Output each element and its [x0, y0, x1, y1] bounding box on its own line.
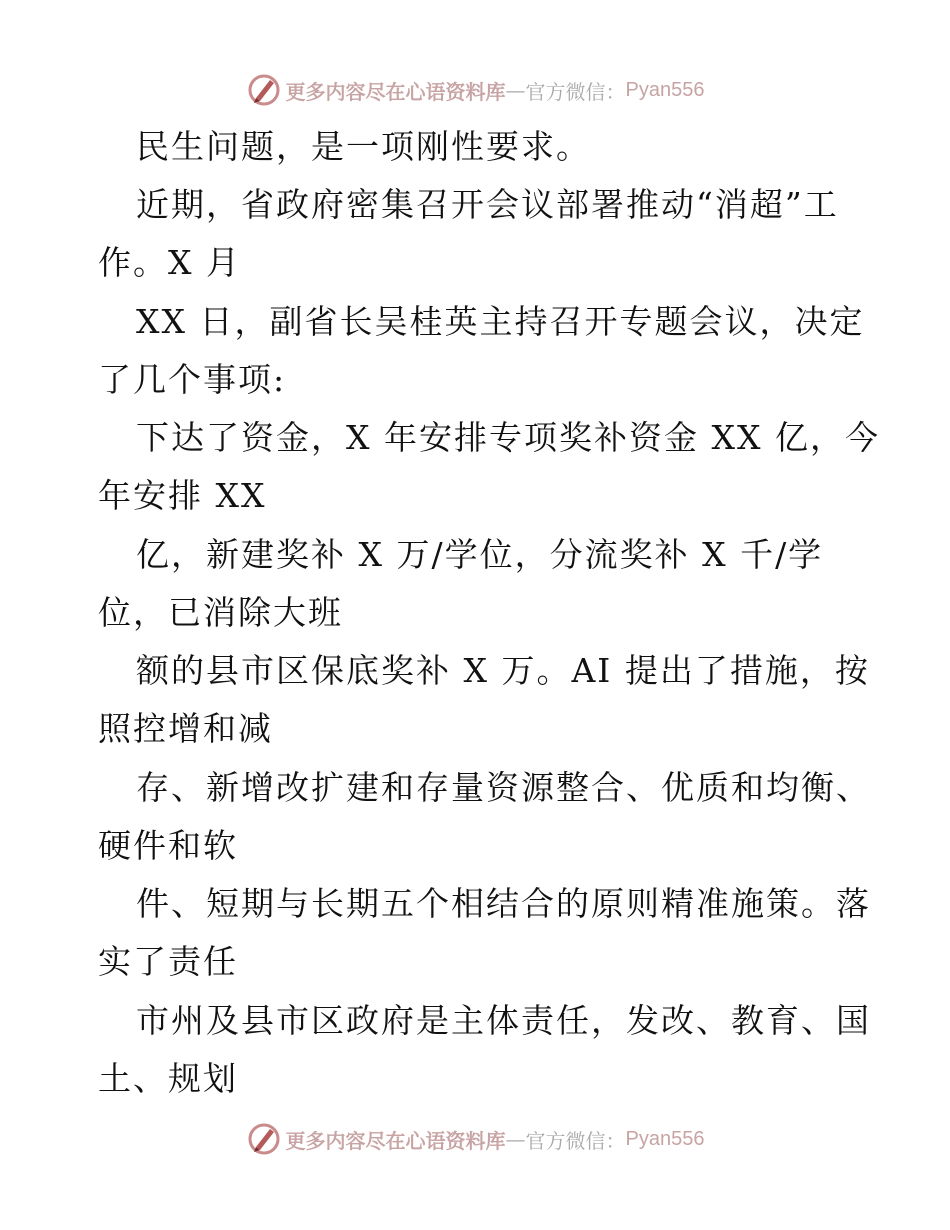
text-line: 下达了资金，X 年安排专项奖补资金 XX 亿，今 [136, 418, 880, 457]
text-line: 存、新增改扩建和存量资源整合、优质和均衡、 [136, 768, 871, 807]
header-watermark [0, 70, 950, 110]
text-line: 位，已消除大班 [98, 593, 343, 632]
pen-circle-logo-icon [246, 72, 282, 108]
text-line: 市州及县市区政府是主体责任，发改、教育、国 [136, 1001, 871, 1040]
text-line: 作。X 月 [98, 243, 241, 282]
watermark-wechat-id: Pyan556 [625, 78, 705, 101]
text-line: XX 日，副省长吴桂英主持召开专题会议，决定 [136, 302, 865, 341]
text-line: 年安排 XX [98, 476, 267, 515]
text-line: 民生问题，是一项刚性要求。 [136, 127, 591, 166]
watermark-wechat-id: Pyan556 [625, 1127, 705, 1150]
text-line: 照控增和减 [98, 709, 273, 748]
text-line: 实了责任 [98, 942, 238, 981]
text-line: 件、短期与长期五个相结合的原则精准施策。落 [136, 884, 871, 923]
text-line: 亿，新建奖补 X 万/学位，分流奖补 X 千/学 [136, 535, 824, 574]
footer-watermark [0, 1119, 950, 1159]
text-line: 土、规划 [98, 1059, 238, 1098]
watermark-separator: — [505, 78, 526, 102]
watermark-separator: — [505, 1127, 526, 1151]
text-line: 硬件和软 [98, 826, 238, 865]
text-line: 额的县市区保底奖补 X 万。AI 提出了措施，按 [136, 651, 870, 690]
text-line: 近期，省政府密集召开会议部署推动“消超”工 [136, 185, 839, 224]
pen-circle-logo-icon [246, 1121, 282, 1157]
text-line: 了几个事项: [98, 360, 287, 399]
watermark-brand: 更多内容尽在心语资料库 [285, 1128, 506, 1153]
watermark-wechat-label: 官方微信： [525, 79, 626, 104]
watermark-wechat-label: 官方微信： [525, 1128, 626, 1153]
watermark-brand: 更多内容尽在心语资料库 [285, 79, 506, 104]
